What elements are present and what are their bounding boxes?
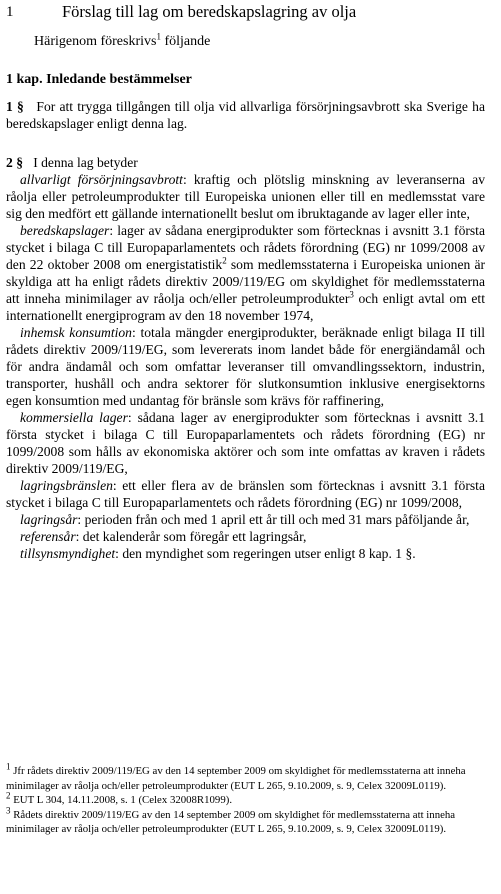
definition-text: : totala mängder energiprodukter, beräknade enligt bilaga II till rådets direktiv 2009/119/EG, som levererats inom landet både för energiändamål och för andra ändamål och som omfattar leveranser till omvandlingssektorn, industrin, transporter, hushåll och andra sektorer för slutkonsumtion inklusive energisektorns egen konsumtion med undantag för bränsle som krävs för raffinering, — [6, 325, 485, 408]
definition-text: : lager av sådana energiprodukter som förtecknas i avsnitt 3.1 första stycket i bilaga C till Europaparlamentets och rådets förordning (EG) nr 1099/2008 av den 22 oktober 2008 om energistatistik — [6, 223, 485, 272]
definition-item — [6, 511, 485, 528]
footnote-text: Jfr rådets direktiv 2009/119/EG av den 14 september 2009 om skyldighet för medlemsstaterna att inneha minimilager av råolja och/eller petroleumprodukter (EUT L 265, 9.10.2009, s. 9, Celex 32009L0119). — [6, 765, 466, 792]
section-1-label: 1 § — [6, 99, 24, 114]
definition-item — [6, 324, 485, 409]
intro-tail: följande — [160, 34, 211, 49]
definition-text: : det kalenderår som föregår ett lagringsår, — [75, 529, 307, 544]
definition-text: : sådana lager av energiprodukter som förtecknas i avsnitt 3.1 första stycket i bilaga C till Europaparlamentets och rådets förordning (EG) nr 1099/2008 som hålls av ekonomiska aktörer och som inte omfattas av kraven i rådets direktiv 2009/119/EG, — [6, 410, 486, 476]
definition-term: lagringsår — [20, 512, 78, 527]
definition-item — [6, 171, 485, 222]
definition-item — [6, 409, 485, 477]
definition-item — [6, 477, 485, 511]
definition-term: inhemsk konsumtion — [20, 325, 132, 340]
footnote-mark: 1 — [6, 761, 11, 772]
definition-text: : perioden från och med 1 april ett år till och med 31 mars påföljande år, — [77, 512, 470, 527]
definition-text: som medlemsstaterna i Europeiska unionen är skyldiga att ha enligt rådets direktiv 2009/119/EG om skyldighet för medlemsstaterna att inneha minimilager av råolja och/eller petroleumprodukter — [6, 257, 486, 306]
definition-term: tillsynsmyndighet — [20, 546, 116, 561]
definition-text: och enligt avtal om ett internationellt energiprogram av den 18 november 1974, — [6, 291, 485, 323]
definition-item — [6, 545, 485, 562]
section-2-lead-text: I denna lag betyder — [33, 155, 138, 170]
definition-text: : den myndighet som regeringen utser enligt 8 kap. 1 §. — [115, 546, 416, 561]
section-2 — [6, 154, 485, 562]
footnote-text: Rådets direktiv 2009/119/EG av den 14 september 2009 om skyldighet för medlemsstaterna att inneha minimilager av råolja och/eller petroleumprodukter (EUT L 265, 9.10.2009, s. 9, Celex 32009L0119). — [6, 808, 456, 835]
page-number: 1 — [6, 4, 14, 20]
intro-text: Härigenom föreskrivs — [34, 34, 157, 49]
page-title: Förslag till lag om beredskapslagring av olja — [62, 2, 357, 21]
definition-term: kommersiella lager — [20, 410, 128, 425]
section-1-paragraph — [6, 98, 485, 132]
definition-term: beredskapslager — [20, 223, 110, 238]
chapter-heading: 1 kap. Inledande bestämmelser — [6, 72, 192, 87]
definition-item — [6, 222, 485, 324]
footnote-2 — [6, 790, 485, 808]
footnote-3 — [6, 804, 485, 837]
footnotes — [6, 761, 485, 837]
footnote-ref-2: 2 — [222, 255, 227, 266]
footnote-ref-3: 3 — [349, 289, 354, 300]
footnote-1 — [6, 761, 485, 793]
definition-term: lagringsbränslen — [20, 478, 113, 493]
footnote-text: EUT L 304, 14.11.2008, s. 1 (Celex 32008R1099). — [10, 794, 233, 806]
section-2-label: 2 § — [6, 155, 23, 170]
footnote-mark: 2 — [6, 790, 11, 801]
definition-term: allvarligt försörjningsavbrott — [20, 172, 183, 187]
intro-line — [34, 31, 211, 50]
definition-text: : ett eller flera av de bränslen som förtecknas i avsnitt 3.1 första stycket i bilaga C till Europaparlamentets och rådets förordning (EG) nr 1099/2008, — [6, 478, 485, 510]
section-2-lead — [6, 154, 485, 171]
definition-item — [6, 528, 485, 545]
section-1-text: For att trygga tillgången till olja vid allvarliga försörjningsavbrott ska Sverige ha beredskapslager enligt denna lag. — [6, 99, 485, 131]
definition-term: referensår — [20, 529, 76, 544]
footnote-ref-1: 1 — [156, 31, 161, 42]
definition-text: : kraftig och plötslig minskning av leveranserna av råolja eller petroleumprodukter till Europeiska unionen eller till en medlemsstat vare sig den medfört ett gällande internationellt beslut om ibruktagande av lager eller inte, — [6, 172, 485, 221]
footnote-mark: 3 — [6, 804, 11, 815]
section-1 — [6, 98, 485, 132]
